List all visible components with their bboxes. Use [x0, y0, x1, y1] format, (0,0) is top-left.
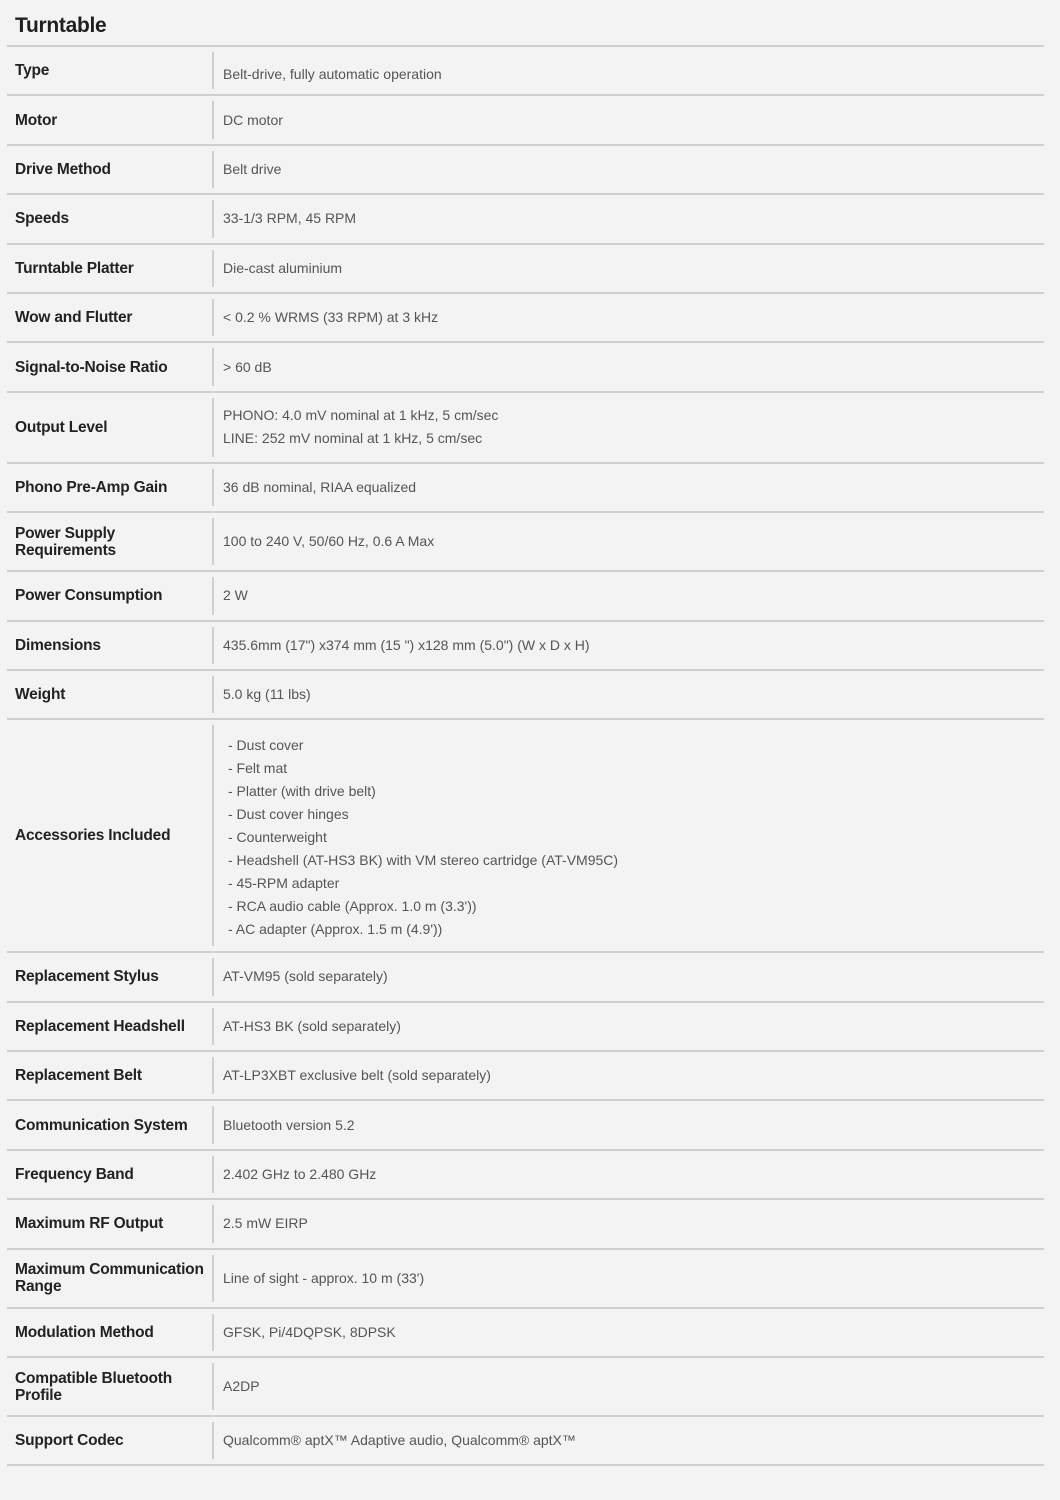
- spec-value-line: Bluetooth version 5.2: [223, 1116, 355, 1133]
- spec-value: [214, 393, 1044, 462]
- spec-value: [214, 294, 1044, 341]
- spec-value-line: 2 W: [223, 587, 248, 604]
- spec-row: [7, 671, 1044, 720]
- spec-label: Maximum RF Output: [15, 1215, 164, 1233]
- spec-label: Motor: [15, 111, 58, 129]
- spec-value-line: AT-VM95 (sold separately): [223, 968, 388, 985]
- spec-value: [214, 146, 1044, 193]
- spec-label: Accessories Included: [15, 827, 171, 845]
- spec-label: Power Supply Requirements: [15, 524, 116, 559]
- spec-label: Compatible Bluetooth Profile: [15, 1369, 173, 1404]
- spec-label: Turntable Platter: [15, 259, 134, 277]
- spec-label: Signal-to-Noise Ratio: [15, 358, 168, 376]
- accessory-item: - 45-RPM adapter: [228, 875, 340, 892]
- spec-label: Phono Pre-Amp Gain: [15, 478, 168, 496]
- spec-value-line: < 0.2 % WRMS (33 RPM) at 3 kHz: [223, 309, 439, 326]
- spec-row: [7, 1417, 1044, 1466]
- spec-label: Maximum Communication Range: [15, 1261, 204, 1296]
- spec-row: [7, 245, 1044, 294]
- spec-row: [7, 1003, 1044, 1052]
- spec-row: [7, 343, 1044, 392]
- accessory-item: - Platter (with drive belt): [228, 783, 376, 800]
- spec-row: [7, 1200, 1044, 1249]
- spec-value: [214, 195, 1044, 242]
- spec-label: Type: [15, 62, 50, 80]
- spec-value-line: LINE: 252 mV nominal at 1 kHz, 5 cm/sec: [223, 430, 483, 447]
- spec-value: [214, 1003, 1044, 1050]
- spec-value-line: A2DP: [223, 1378, 260, 1395]
- accessory-item: - AC adapter (Approx. 1.5 m (4.9')): [228, 921, 443, 938]
- spec-label: Output Level: [15, 418, 108, 436]
- spec-label: Communication System: [15, 1116, 188, 1134]
- accessory-item: - Dust cover: [228, 737, 304, 754]
- spec-value-line: Qualcomm® aptX™ Adaptive audio, Qualcomm® aptX™: [223, 1432, 576, 1449]
- spec-value: [214, 953, 1044, 1000]
- spec-row: [7, 622, 1044, 671]
- spec-value: [214, 1250, 1044, 1307]
- spec-row: [7, 393, 1044, 464]
- spec-value-line: 2.5 mW EIRP: [223, 1215, 308, 1232]
- spec-row: [7, 572, 1044, 621]
- spec-value-line: Belt-drive, fully automatic operation: [223, 66, 442, 82]
- spec-value: [214, 47, 1044, 94]
- accessory-item: - Felt mat: [228, 760, 288, 777]
- accessory-item: - Dust cover hinges: [228, 806, 349, 823]
- spec-label: Drive Method: [15, 160, 111, 178]
- accessory-item: - RCA audio cable (Approx. 1.0 m (3.3')): [228, 898, 477, 915]
- spec-row: [7, 720, 1044, 953]
- spec-value: [214, 671, 1044, 718]
- spec-value-line: AT-HS3 BK (sold separately): [223, 1017, 401, 1034]
- spec-value: [214, 622, 1044, 669]
- spec-row: [7, 96, 1044, 145]
- spec-row: [7, 1358, 1044, 1417]
- spec-table: [7, 47, 1044, 1466]
- spec-value-line: Line of sight - approx. 10 m (33'): [223, 1269, 425, 1286]
- spec-value-line: 435.6mm (17") x374 mm (15 ") x128 mm (5.0") (W x D x H): [223, 636, 590, 653]
- spec-label: Replacement Belt: [15, 1067, 142, 1085]
- spec-value-line: GFSK, Pi/4DQPSK, 8DPSK: [223, 1323, 396, 1340]
- spec-value: [214, 96, 1044, 143]
- spec-label: Power Consumption: [15, 587, 163, 605]
- spec-label: Weight: [15, 686, 66, 704]
- spec-value-line: 5.0 kg (11 lbs): [223, 686, 311, 703]
- spec-value-line: PHONO: 4.0 mV nominal at 1 kHz, 5 cm/sec: [223, 407, 499, 424]
- spec-row: [7, 1101, 1044, 1150]
- spec-row: [7, 464, 1044, 513]
- spec-row: [7, 1151, 1044, 1200]
- spec-row: [7, 195, 1044, 244]
- spec-label: Modulation Method: [15, 1323, 154, 1341]
- spec-value: [214, 464, 1044, 511]
- spec-label: Frequency Band: [15, 1166, 134, 1184]
- section-title: Turntable: [7, 0, 1044, 47]
- spec-value-line: Belt drive: [223, 160, 282, 177]
- spec-value: [214, 572, 1044, 619]
- spec-value: [214, 1417, 1044, 1464]
- spec-row: [7, 1052, 1044, 1101]
- spec-label: Dimensions: [15, 636, 101, 654]
- spec-value: [214, 1052, 1044, 1099]
- spec-value: [214, 1101, 1044, 1148]
- accessory-item: - Counterweight: [228, 829, 327, 846]
- spec-row: [7, 47, 1044, 96]
- spec-value: [214, 1151, 1044, 1198]
- spec-row: [7, 513, 1044, 572]
- spec-value: [214, 343, 1044, 390]
- spec-value: [214, 245, 1044, 292]
- spec-label: Replacement Headshell: [15, 1017, 185, 1035]
- spec-label: Wow and Flutter: [15, 309, 133, 327]
- spec-row: [7, 294, 1044, 343]
- spec-row: [7, 146, 1044, 195]
- spec-label: Replacement Stylus: [15, 968, 159, 986]
- spec-row: [7, 1250, 1044, 1309]
- accessory-item: - Headshell (AT-HS3 BK) with VM stereo cartridge (AT-VM95C): [228, 852, 619, 869]
- spec-value-line: 33-1/3 RPM, 45 RPM: [223, 210, 357, 227]
- spec-value-line: DC motor: [223, 111, 283, 128]
- spec-value-line: 36 dB nominal, RIAA equalized: [223, 478, 417, 495]
- spec-value: [214, 720, 1044, 951]
- spec-label: Speeds: [15, 210, 69, 228]
- spec-value: [214, 1358, 1044, 1415]
- spec-row: [7, 953, 1044, 1002]
- spec-value-line: 100 to 240 V, 50/60 Hz, 0.6 A Max: [223, 533, 435, 550]
- spec-value: [214, 513, 1044, 570]
- spec-value-line: AT-LP3XBT exclusive belt (sold separately): [223, 1067, 491, 1084]
- spec-value: [214, 1200, 1044, 1247]
- spec-label: Support Codec: [15, 1432, 124, 1450]
- spec-value: [214, 1309, 1044, 1356]
- spec-value-line: Die-cast aluminium: [223, 259, 343, 276]
- spec-value-line: > 60 dB: [223, 358, 272, 375]
- spec-value-line: 2.402 GHz to 2.480 GHz: [223, 1166, 377, 1183]
- spec-row: [7, 1309, 1044, 1358]
